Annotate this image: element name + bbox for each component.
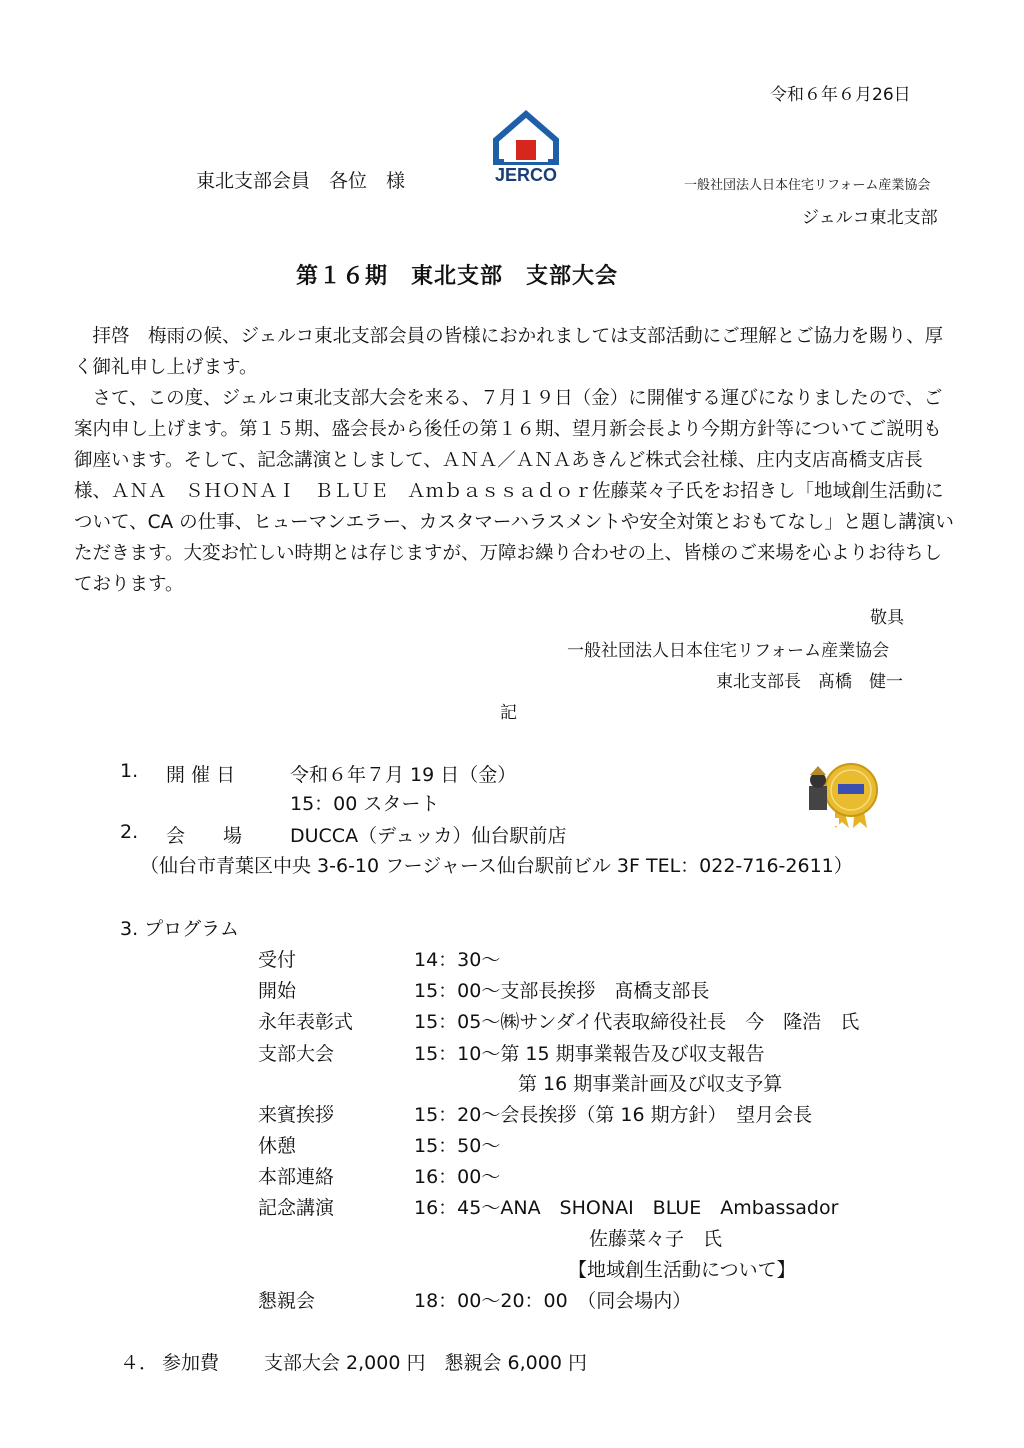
item1-time: 15：00 スタート — [290, 793, 440, 815]
item2-number: 2. — [120, 821, 139, 843]
program-label: 来賓挨拶 — [258, 1104, 335, 1126]
program-heading: 3. プログラム — [120, 918, 239, 940]
program-value: 16：00～ — [414, 1166, 501, 1188]
program-label: 記念講演 — [258, 1197, 335, 1219]
program-value: 第 16 期事業計画及び収支予算 — [518, 1073, 783, 1095]
org-name-small: 一般社団法人日本住宅リフォーム産業協会 — [684, 178, 931, 193]
page-title: 第１６期 東北支部 支部大会 — [296, 264, 619, 289]
program-value: 15：50～ — [414, 1135, 501, 1157]
program-value: 佐藤菜々子 氏 — [589, 1228, 723, 1250]
participation-fee: 支部大会 2,000 円 懇親会 6,000 円 — [264, 1352, 587, 1374]
item1-date: 令和６年７月 19 日（金） — [290, 764, 517, 786]
program-value: 18：00～20：00 （同会場内） — [414, 1290, 692, 1312]
item4-label: 参加費 — [162, 1352, 220, 1374]
jerco-logo — [490, 110, 562, 185]
item4-number: ４． — [120, 1352, 159, 1374]
recipient: 東北支部会員 各位 様 — [196, 170, 406, 192]
ki-mark: 記 — [500, 703, 517, 723]
branch-name: ジェルコ東北支部 — [802, 208, 938, 228]
certification-seal-icon — [805, 760, 883, 830]
letter-body — [74, 321, 954, 600]
program-value: 16：45～ANA SHONAI BLUE Ambassador — [414, 1197, 839, 1219]
item2-label: 会 場 — [166, 825, 243, 847]
program-value: 15：00～支部長挨拶 髙橋支部長 — [414, 980, 710, 1002]
program-label: 開始 — [258, 980, 297, 1002]
program-value: 15：05～㈱サンダイ代表取締役社長 今 隆浩 氏 — [414, 1011, 860, 1033]
venue-address: （仙台市青葉区中央 3-6-10 フージャース仙台駅前ビル 3F TEL：022-716-2611） — [140, 855, 853, 877]
closing: 敬具 — [870, 608, 904, 628]
certification-badge — [805, 760, 883, 834]
item1-number: 1. — [120, 760, 139, 782]
program-value: 14：30～ — [414, 949, 501, 971]
item1-label: 開 催 日 — [166, 764, 236, 786]
program-label: 支部大会 — [258, 1043, 335, 1065]
program-label: 永年表彰式 — [258, 1011, 354, 1033]
sender-name: 東北支部長 髙橋 健一 — [716, 672, 903, 692]
program-value: 【地域創生活動について】 — [568, 1259, 796, 1281]
program-value: 15：20～会長挨拶（第 16 期方針） 望月会長 — [414, 1104, 813, 1126]
program-label: 受付 — [258, 949, 297, 971]
announcement-paragraph: さて、この度、ジェルコ東北支部大会を来る、７月１９日（金）に開催する運びになりましたので、ご案内申し上げます。第１５期、盛会長から後任の第１６期、望月新会長より今期方針等についてご説明も御座います。そして、記念講演としまして、ＡＮＡ／ＡＮＡあきんど株式会社様、庄内支店髙橋支店長様、ＡＮＡ ＳＨＯＮＡＩ ＢＬＵＥ Ａｍｂａｓｓａｄｏｒ佐藤菜々子氏をお招きし「地域創生活動について、CA の仕事、ヒューマンエラー、カスタマーハラスメントや安全対策とおもてなし」と題し講演いただきます。大変お忙しい時期とは存じますが、万障お繰り合わせの上、皆様のご来場を心よりお待ちしております。 — [74, 388, 954, 595]
program-value: 15：10～第 15 期事業報告及び収支報告 — [414, 1043, 765, 1065]
greeting-paragraph: 拝啓 梅雨の候、ジェルコ東北支部会員の皆様におかれましては支部活動にご理解とご協力を賜り、厚く御礼申し上げます。 — [74, 326, 944, 378]
sender-org: 一般社団法人日本住宅リフォーム産業協会 — [567, 641, 890, 661]
program-label: 休憩 — [258, 1135, 297, 1157]
program-label: 本部連絡 — [258, 1166, 335, 1188]
program-label: 懇親会 — [258, 1290, 316, 1312]
jerco-house-icon — [490, 110, 562, 185]
logo-text: JERCO — [494, 165, 558, 185]
venue-name: DUCCA（デュッカ）仙台駅前店 — [290, 825, 567, 847]
letter-date: 令和６年６月26日 — [770, 85, 911, 105]
